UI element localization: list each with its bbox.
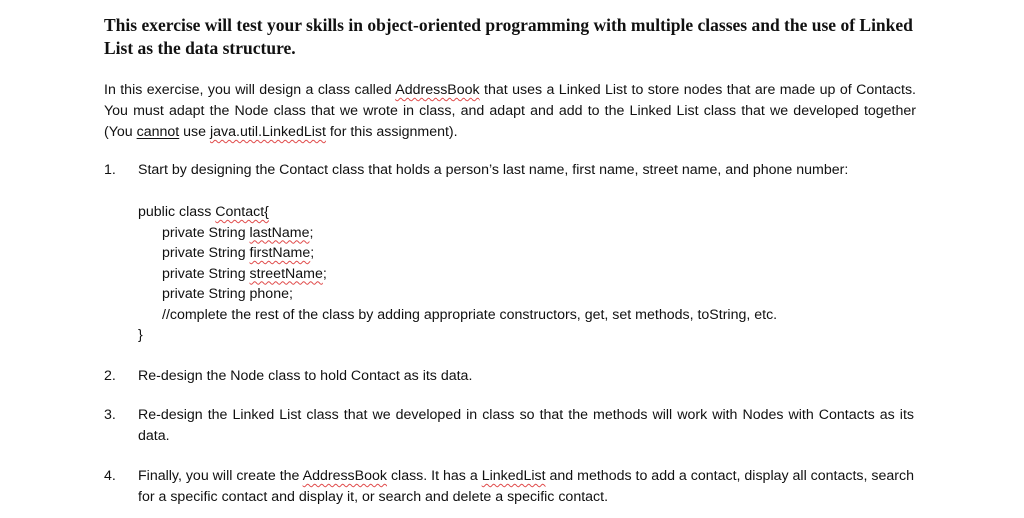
code-field: lastName (249, 224, 310, 241)
item-3-text: Re-design the Linked List class that we developed in class so that the methods will work with Nodes with Contacts as its data. (138, 407, 914, 444)
code-line-1 (138, 202, 898, 223)
item-4-text (138, 466, 914, 508)
item-2-number: 2. (104, 368, 116, 384)
code-text: private String (162, 224, 250, 241)
code-text: ; (309, 224, 314, 241)
item-4-linkedlist: LinkedList (481, 468, 546, 484)
intro-text-4: for this assignment). (325, 124, 458, 140)
intro-cannot: cannot (136, 124, 180, 140)
code-line-7: } (138, 327, 143, 343)
intro-addressbook: AddressBook (395, 82, 480, 98)
item-3-number: 3. (104, 407, 116, 423)
code-keyword: public class (138, 204, 216, 220)
intro-java-linkedlist: java.util.LinkedList (209, 124, 326, 140)
intro-text-1: In this exercise, you will design a class called (104, 82, 396, 98)
item-4-text-2: class. It has a (387, 468, 482, 484)
code-line-2 (138, 223, 898, 244)
intro-text-2: that uses a Linked List to store nodes that are made up of Contacts. You must adapt the Node class that we wrote in class, and adapt and add to the Linked List class that we developed together (You (104, 82, 916, 140)
code-classname: Contact{ (215, 204, 269, 220)
code-text: ; (322, 265, 327, 282)
intro-text-3: use (179, 124, 210, 140)
code-line-3 (138, 243, 898, 264)
code-line-6: //complete the rest of the class by adding appropriate constructors, get, set methods, toString, etc. (162, 306, 778, 323)
item-4-addressbook: AddressBook (302, 468, 387, 484)
contact-class-code (138, 202, 898, 346)
code-text: private String (162, 265, 250, 282)
code-field: firstName (249, 245, 311, 261)
code-text: private String (162, 245, 250, 261)
code-field: streetName (249, 265, 323, 282)
exercise-heading: This exercise will test your skills in object-oriented programming with multiple classes and the use of Linked List as the data structure. (104, 15, 913, 58)
item-4-text-1: Finally, you will create the (138, 468, 303, 484)
item-4-text-3: and methods to add a contact, display all contacts, search for a specific contact and display it, or search and delete a specific contact. (138, 468, 914, 505)
item-4-number: 4. (104, 468, 116, 484)
intro-paragraph (104, 80, 916, 143)
item-1-text: Start by designing the Contact class that holds a person’s last name, first name, street name, and phone number: (138, 162, 849, 178)
code-line-5: private String phone; (162, 286, 293, 302)
item-1-number: 1. (104, 162, 116, 178)
code-text: ; (310, 245, 315, 261)
item-2-text: Re-design the Node class to hold Contact as its data. (138, 368, 473, 384)
code-line-4 (138, 264, 898, 285)
